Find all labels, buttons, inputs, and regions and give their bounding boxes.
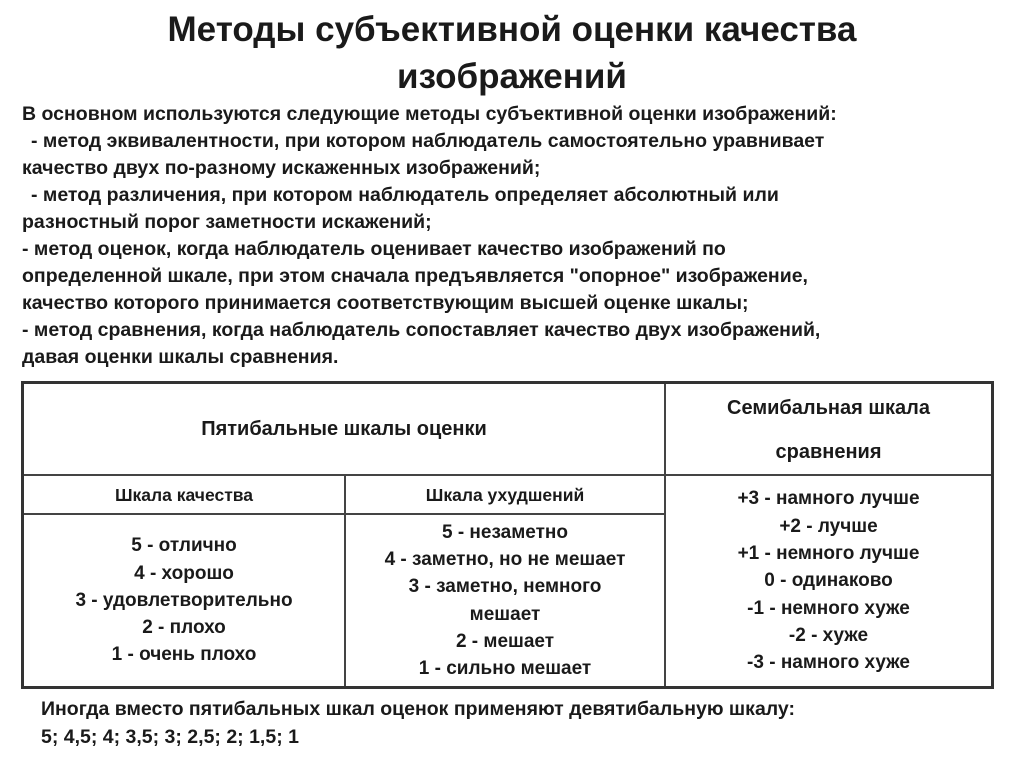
page-title: [0, 6, 1024, 100]
list-item: 2 - мешает: [455, 630, 555, 652]
intro-line: - метод сравнения, когда наблюдатель сопоставляет качество двух изображений,: [22, 319, 821, 341]
intro-line: определенной шкале, при этом сначала предъявляется "опорное" изображение,: [22, 265, 808, 287]
list-item: +1 - немного лучше: [737, 543, 920, 565]
intro-line: - метод эквивалентности, при котором наблюдатель самостоятельно уравнивает: [31, 130, 825, 152]
comparison-scale-list: [666, 476, 991, 686]
header-seven-point-scale: [666, 384, 991, 475]
list-item: -3 - намного хуже: [747, 652, 910, 674]
header-five-point-scales: Пятибальные шкалы оценки: [201, 418, 487, 440]
list-item: 1 - очень плохо: [111, 644, 257, 666]
degradation-scale-list: [346, 515, 664, 686]
intro-text: [22, 101, 1012, 371]
intro-line: разностный порог заметности искажений;: [22, 211, 432, 233]
intro-line: качество двух по-разному искаженных изображений;: [22, 157, 541, 179]
list-item: -2 - хуже: [788, 624, 869, 646]
header-seven-line-1: Семибальная шкала: [727, 396, 930, 419]
footer-line-2: 5; 4,5; 4; 3,5; 3; 2,5; 2; 1,5; 1: [41, 726, 299, 748]
quality-scale-list: [24, 515, 344, 686]
list-item: 4 - хорошо: [134, 562, 234, 584]
list-item: 1 - сильно мешает: [418, 658, 592, 680]
intro-line: качество которого принимается соответствующим высшей оценке шкалы;: [22, 292, 749, 314]
list-item: 3 - удовлетворительно: [75, 589, 293, 611]
intro-line: - метод оценок, когда наблюдатель оценивает качество изображений по: [22, 238, 726, 260]
footer-line-1: Иногда вместо пятибальных шкал оценок применяют девятибальную шкалу:: [41, 698, 795, 720]
list-item: 4 - заметно, но не мешает: [384, 548, 626, 570]
list-item: 3 - заметно, немного: [408, 576, 602, 598]
intro-line: В основном используются следующие методы субъективной оценки изображений:: [22, 103, 837, 125]
list-item: 2 - плохо: [142, 617, 226, 639]
header-seven-line-2: сравнения: [775, 440, 882, 463]
list-item: 0 - одинаково: [764, 570, 893, 592]
subheader-degradation-scale: Шкала ухудшений: [425, 484, 585, 505]
list-item: мешает: [469, 603, 541, 625]
intro-line: давая оценки шкалы сравнения.: [22, 346, 339, 368]
footer-note: [41, 695, 1001, 751]
page-title-line-1: Методы субъективной оценки качества: [167, 10, 857, 49]
list-item: +3 - намного лучше: [737, 488, 920, 510]
list-item: -1 - немного хуже: [747, 597, 910, 619]
page-title-line-2: изображений: [397, 57, 627, 96]
intro-line: - метод различения, при котором наблюдатель определяет абсолютный или: [31, 184, 779, 206]
list-item: 5 - отлично: [131, 535, 237, 557]
list-item: +2 - лучше: [779, 515, 878, 537]
subheader-quality-scale: Шкала качества: [114, 484, 254, 505]
scales-table: [21, 381, 994, 689]
list-item: 5 - незаметно: [441, 521, 568, 543]
